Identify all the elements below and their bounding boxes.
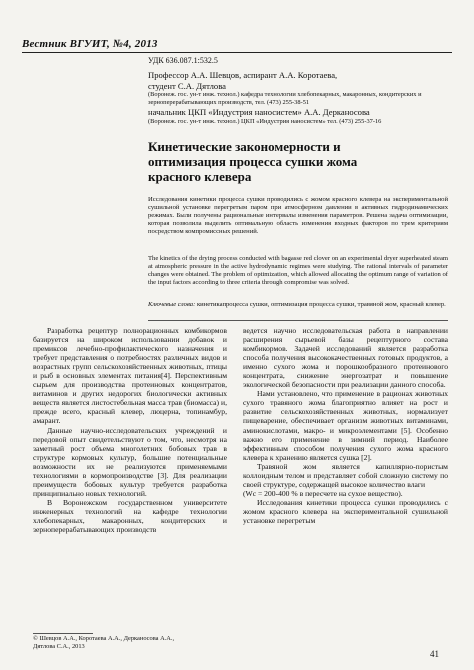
title-line-2: оптимизация процесса сушки жома — [148, 154, 358, 169]
affiliation-2: (Воронеж. гос. ун-т инж. технол.) ЦКП «Индустрия наносистем» тел. (473) 255-37-16 — [148, 117, 382, 125]
keywords-rule — [148, 320, 448, 321]
body-left-column — [33, 326, 227, 534]
journal-header: Вестник ВГУИТ, №4, 2013 — [22, 38, 158, 50]
authors-block — [148, 70, 448, 126]
keywords-text: кинетикапроцесса сушки, оптимизация процесса сушки, травяной жом, красный клевер. — [196, 301, 446, 308]
paragraph: ведется научно исследовательская работа в направлении расширения сырьевой базы рецептурного состава комбикормов. Задачей исследований является разработка способа получения высококачественных готовых продуктов, а именно сухого жома и порошкообразного протеинового концентрата, снижение энергозатрат и повышение экологической безопасности при реализации данного способа. — [243, 326, 448, 390]
affiliation-1: (Воронеж. гос. ун-т инж. технол.) кафедра технологии хлебопекарных, макаронных, кондитерских и зерноперерабатывающих производств, тел. (473) 255-38-51 — [148, 91, 422, 106]
footnote-line-2: Дятлова С.А., 2013 — [33, 642, 85, 650]
udk-code: УДК 636.087.1:532.5 — [148, 56, 218, 65]
paragraph: Разработка рецептур полнорационных комбикормов базируется на широком использовании добавок и премиксов лечебно-профилактического назначения и требует представления о потребностях различных видов и возрастных групп сельскохозяйственных животных, птицы и рыб в основных элементах питания[4]. Перспективным сырьем для производства протеиновых концентратов, витаминов и других недорогих биологически активных веществ является листостебельная масса трав (биомасса) и, прежде всего, красный клевер, люцерна, топинамбур, амарант. — [33, 326, 227, 426]
authors-line-2: студент С.А. Дятлова — [148, 80, 226, 91]
page-number: 41 — [430, 649, 439, 659]
authors-line-3: начальник ЦКП «Индустрия наносистем» А.А. Дерканосова — [148, 107, 370, 117]
body-right-column — [243, 326, 448, 525]
abstract-english: The kinetics of the drying process conducted with bagasse red clover on an experimental dryer superheated steam at atmospheric pressure in the active hydrodynamic regimes were studying. The rational intervals of parameter changes were obtained. The problem of optimization, which allowed allocating the optimum range of variation of the input factors according to three criteria through compromise was solved. — [148, 255, 448, 287]
paragraph: Исследования кинетики процесса сушки проводились с жомом красного клевера на экспериментальной сушильной установке перегретым — [243, 497, 448, 525]
header-rule — [22, 52, 452, 53]
formula: (Wc = 200-400 % в пересчете на сухое вещество). — [243, 488, 403, 498]
keywords-label: Ключевые слова: — [148, 301, 196, 308]
keywords — [148, 301, 448, 309]
paragraph: В Воронежском государственном университете инженерных технологий на кафедре технологии хлебопекарных, макаронных, кондитерских и зерноперерабатывающих производств — [33, 497, 227, 535]
title-line-1: Кинетические закономерности и — [148, 139, 341, 154]
title-line-3: красного клевера — [148, 169, 252, 184]
paragraph: Нами установлено, что применение в рационах животных сухого травяного жома благоприятно влияет на рост и развитие сельскохозяйственных животных, нормализует пищеварение, обеспечивает организм животных витаминами, аминокислотами, макро- и микроэлементами [5]. Особенно важно его применение в зимний период. Наиболее эффективным способом получения сухого жома красного клевера к хранению является сушка [2]. — [243, 389, 448, 462]
article-title — [148, 139, 448, 184]
paragraph: Травяной жом является капиллярно-пористым коллоидным телом и представляет собой сложную систему по своей структуре, содержащей высокое количество влаги — [243, 461, 448, 489]
paragraph: Данные научно-исследовательских учреждений и передовой опыт свидетельствуют о том, что, несмотря на заметный рост объема многолетних бобовых трав в структуре кормовых культур, большие потенциальные возможности их не реализуются применяемыми технологиями в кормопроизводстве [3]. Для реализации преимуществ бобовых культур требуется разработка принципиально новых технологий. — [33, 425, 227, 498]
abstract-russian: Исследования кинетики процесса сушки проводились с жомом красного клевера на экспериментальной сушильной установке перегретым паром при атмосферном давлении в активных гидродинамических режимах. Были получены рациональные интервалы изменения параметров. Решена задача оптимизации, которая позволила выделить оптимальную область изменения входных факторов по трем критериям посредством компромиссных решений. — [148, 196, 448, 236]
footnote-line-1: © Шевцов А.А., Коротаева А.А., Дерканосова А.А., — [33, 635, 175, 642]
copyright-footnote — [33, 635, 227, 650]
authors-line-1: Профессор А.А. Шевцов, аспирант А.А. Коротаева, — [148, 70, 338, 80]
footnote-rule — [33, 633, 93, 634]
